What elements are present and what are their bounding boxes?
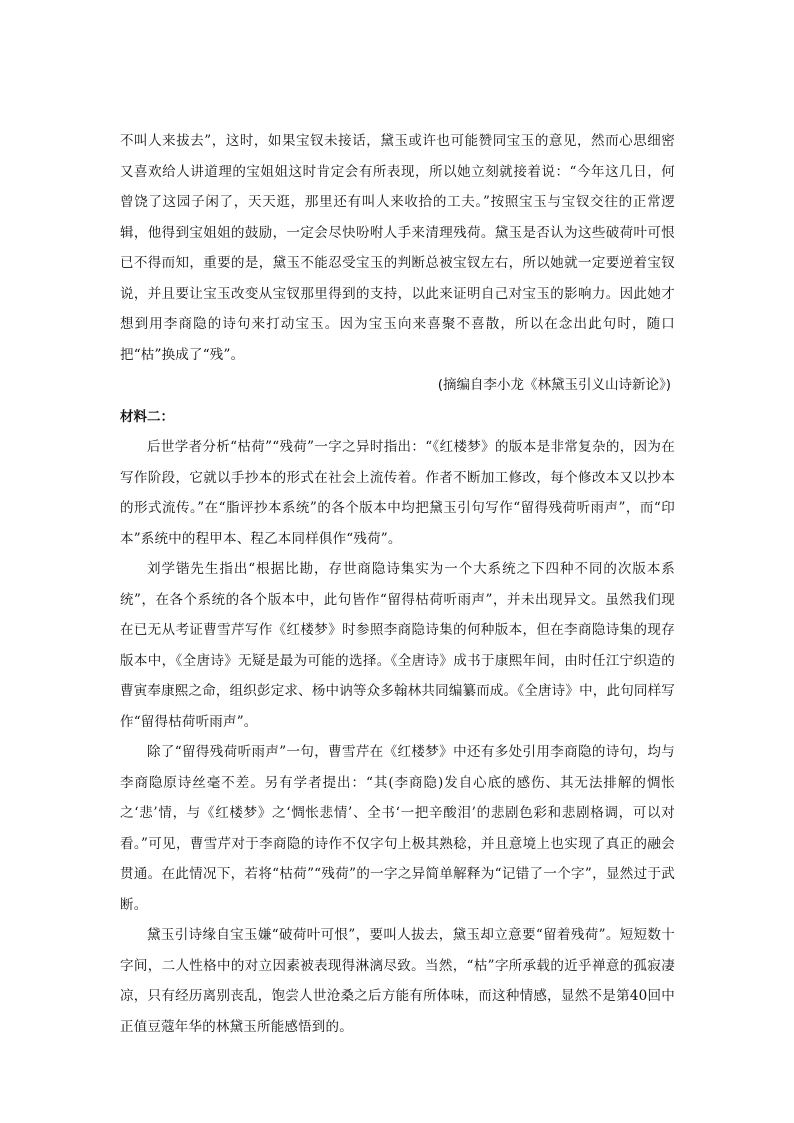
material-two-heading: 材料二：	[120, 409, 174, 425]
material-two-paragraph-4: 黛玉引诗缘自宝玉嫌“破荷叶可恨”，要叫人拔去，黛玉却立意要“留着残荷”。短短数十字间，二人性格中的对立因素被表现得淋漓尽致。当然，“枯”字所承载的近乎禅意的孤寂凄凉，只有经历离别丧乱，饱尝人世沧桑之后方能有所体味，而这种情感，显然不是第40回中正值豆蔻年华的林黛玉所能感悟到的。	[120, 927, 675, 1035]
material-two-paragraph-3: 除了“留得残荷听雨声”一句，曹雪芹在《红楼梦》中还有多处引用李商隐的诗句，均与李商隐原诗丝毫不差。另有学者提出：“其(李商隐)发自心底的感伤、其无法排解的惆怅之‘悲’情，与《红楼梦》之‘惆怅悲情’、全书‘一把辛酸泪’的悲剧色彩和悲剧格调，可以对看。”可见，曹雪芹对于李商隐的诗作不仅字句上极其熟稔，并且意境上也实现了真正的融会贯通。在此情况下，若将“枯荷”“残荷”的一字之异简单解释为“记错了一个字”，显然过于武断。	[120, 744, 675, 913]
material-two-paragraph-1: 后世学者分析“枯荷”“残荷”一字之异时指出：“《红楼梦》的版本是非常复杂的，因为在写作阶段，它就以手抄本的形式在社会上流传着。作者不断加工修改，每个修改本又以抄本的形式流传。”在“脂评抄本系统”的各个版本中均把黛玉引句写作“留得残荷听雨声”，而“印本”系统中的程甲本、程乙本同样俱作“残荷”。	[120, 439, 675, 547]
material-one-paragraph: 不叫人来拔去”，这时，如果宝钗未接话，黛玉或许也可能赞同宝玉的意见，然而心思细密又喜欢给人讲道理的宝姐姐这时肯定会有所表现，所以她立刻就接着说：“今年这几日，何曾饶了这园子闲了，天天逛，那里还有叫人来收拾的工夫。”按照宝玉与宝钗交往的正常逻辑，他得到宝姐姐的鼓励，一定会尽快吩咐人手来清理残荷。黛玉是否认为这些破荷叶可恨已不得而知，重要的是，黛玉不能忍受宝玉的判断总被宝钗左右，所以她就一定要逆着宝钗说，并且要让宝玉改变从宝钗那里得到的支持，以此来证明自己对宝玉的影响力。因此她才想到用李商隐的诗句来打动宝玉。因为宝玉向来喜聚不喜散，所以在念出此句时，随口把“枯”换成了“残”。	[120, 133, 675, 363]
material-two-paragraph-2: 刘学锴先生指出“根据比勘，存世商隐诗集实为一个大系统之下四种不同的次版本系统”，在各个系统的各个版本中，此句皆作“留得枯荷听雨声”，并未出现异文。虽然我们现在已无从考证曹雪芹写作《红楼梦》时参照李商隐诗集的何种版本，但在李商隐诗集的现存版本中，《全唐诗》无疑是最为可能的选择。《全唐诗》成书于康熙年间，由时任江宁织造的曹寅奉康熙之命，组织彭定求、杨中讷等众多翰林共同编纂而成。《全唐诗》中，此句同样写作“留得枯荷听雨声”。	[120, 561, 675, 730]
material-one-source: (摘编自李小龙《林黛玉引义山诗新论》)	[437, 377, 671, 393]
document-page	[120, 126, 675, 1042]
